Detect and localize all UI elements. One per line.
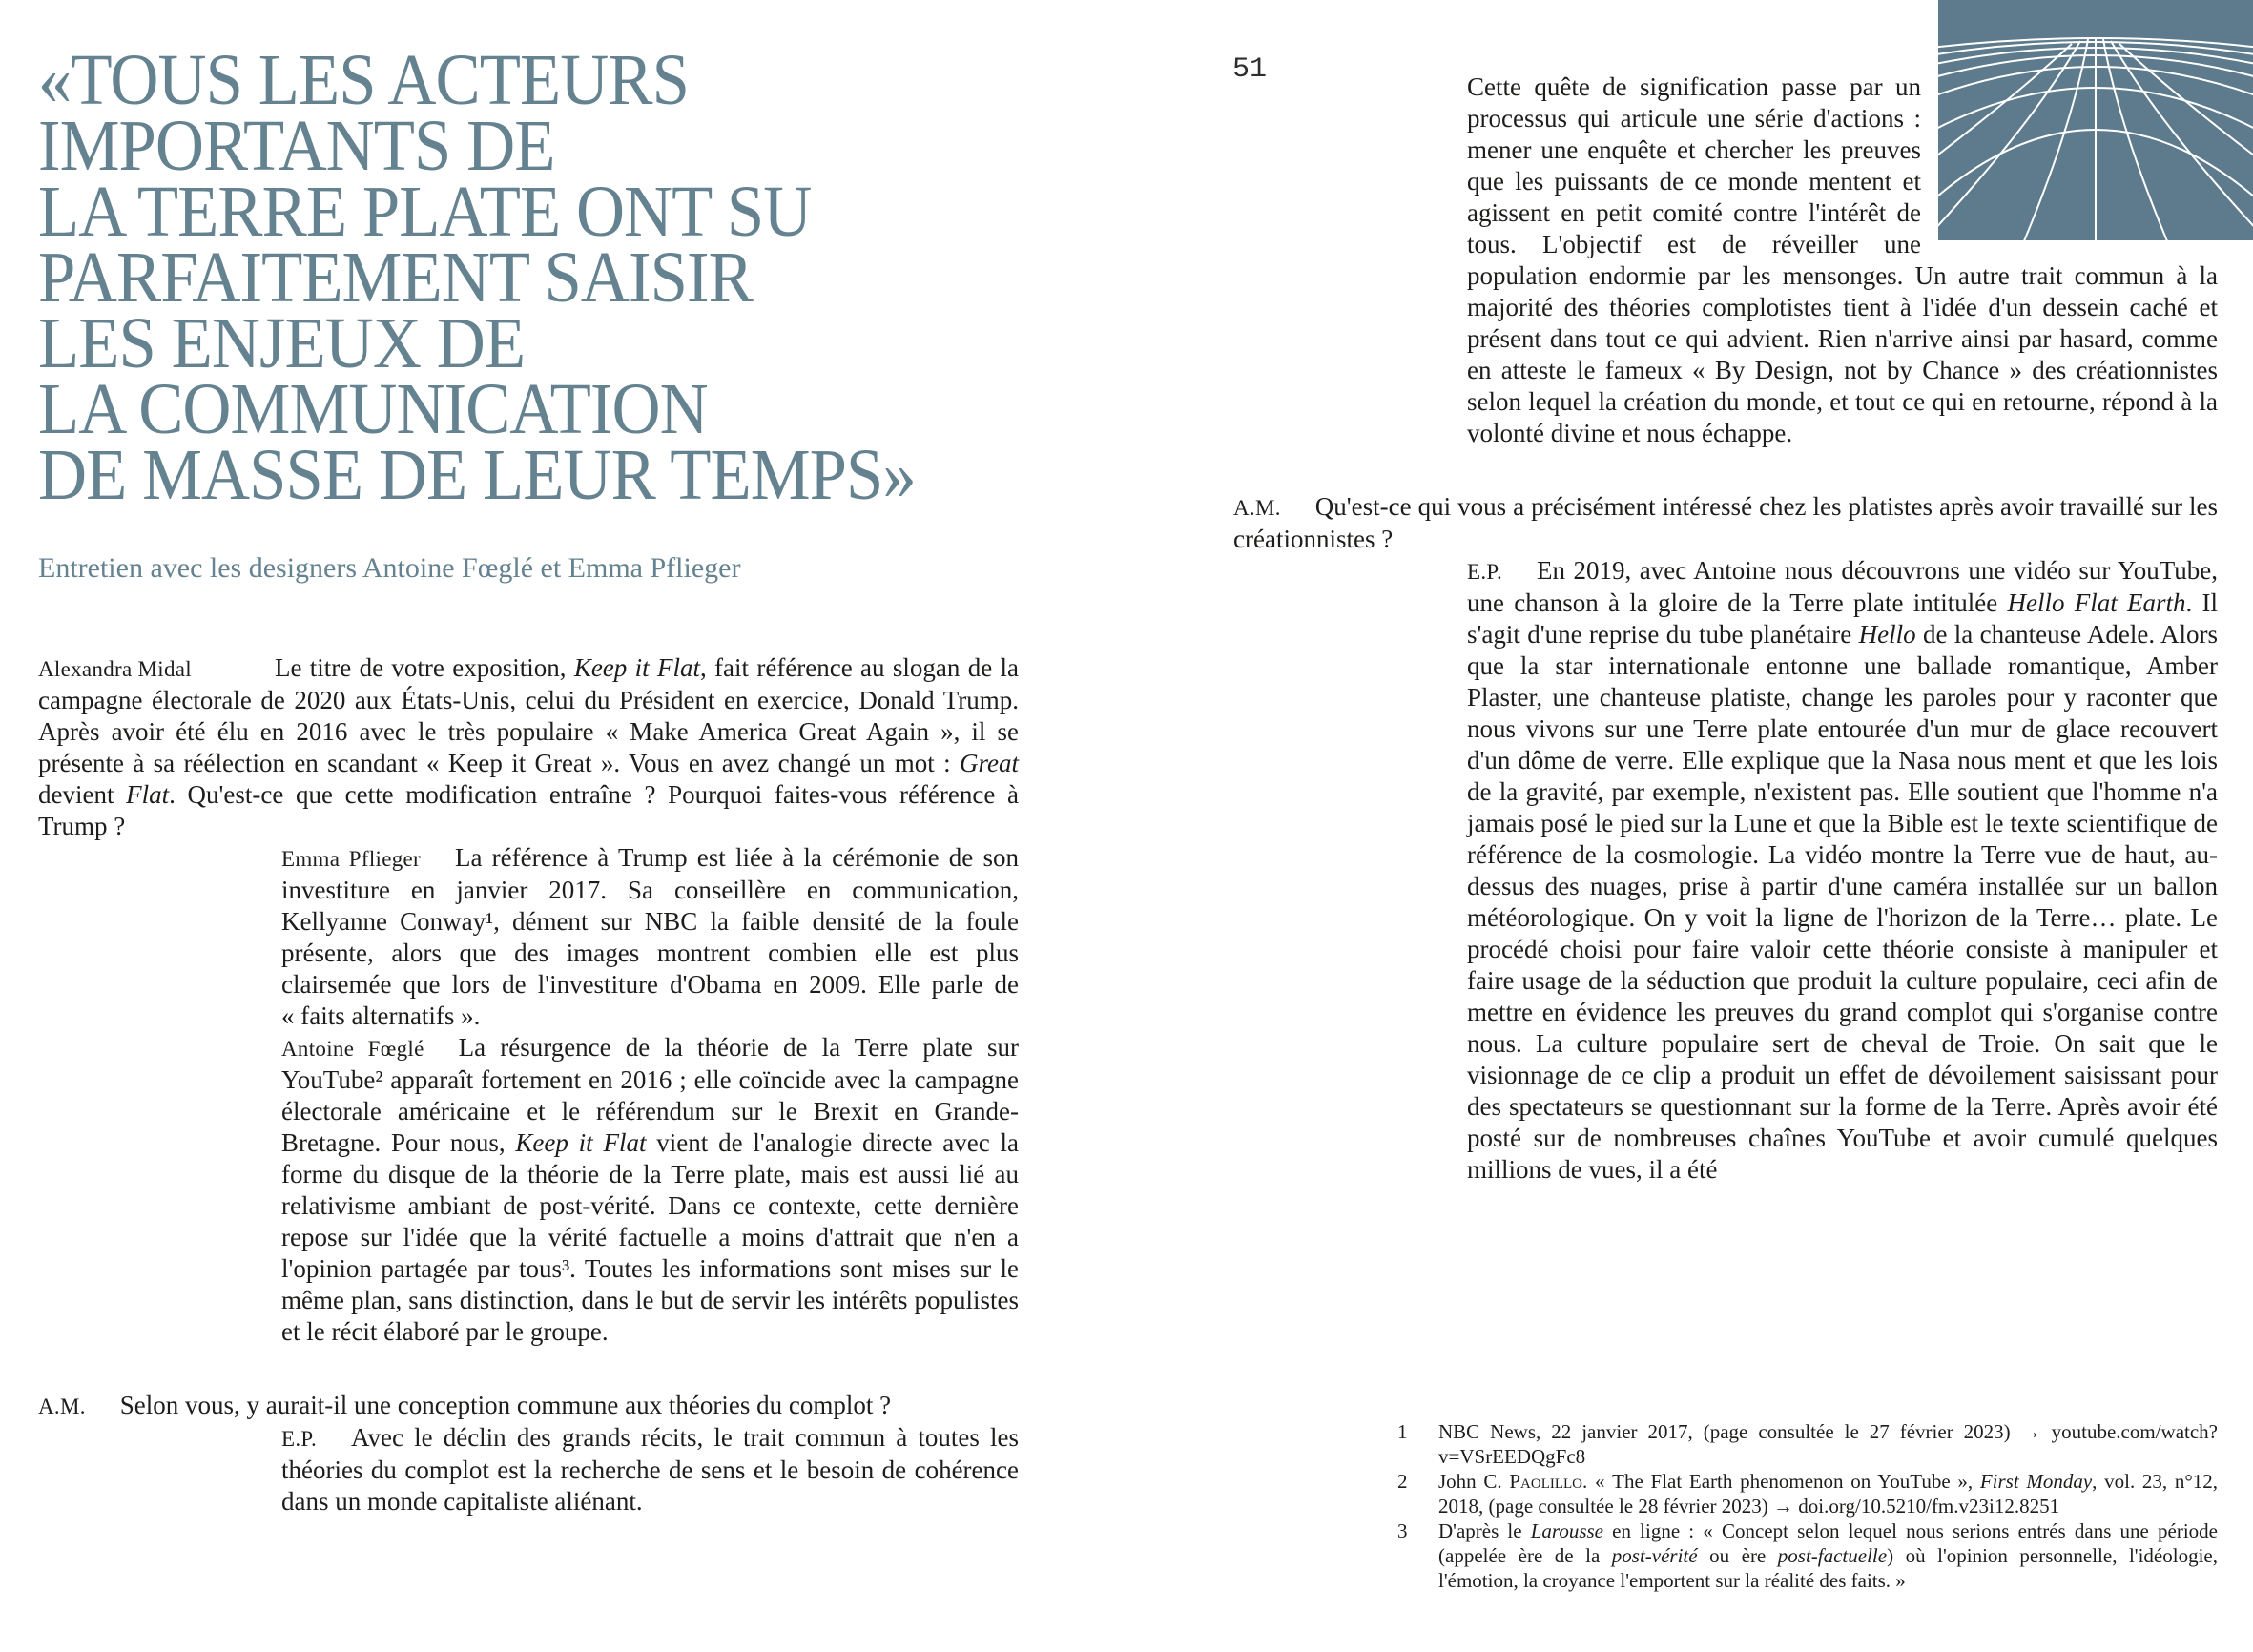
small-caps-text: Paolillo	[1509, 1470, 1583, 1493]
text-run: Le titre de votre exposition,	[275, 653, 574, 682]
headline-line: LA TERRE PLATE ONT SU	[38, 172, 812, 252]
speaker-label: Emma Pflieger	[281, 847, 421, 871]
footnote	[1397, 1419, 2218, 1469]
footnote-number: 1	[1397, 1420, 1408, 1443]
italic-text: First Monday	[1979, 1470, 2093, 1493]
paragraph-text	[281, 1033, 1019, 1346]
italic-text: Keep it Flat	[573, 653, 700, 682]
footnote-text	[1438, 1469, 2218, 1518]
headline-line: LA COMMUNICATION	[38, 369, 708, 449]
subtitle: Entretien avec les designers Antoine Fœglé et Emma Pflieger	[38, 552, 741, 584]
paragraph-text	[1233, 492, 2218, 553]
interview-paragraph	[38, 652, 1019, 842]
pull-quote-headline	[38, 40, 950, 515]
text-run: , fait référence au slogan de la campagne électorale de 2020 aux États-Unis, celui du Président en exercice, Donald Trump. Après avoir été élu en 2016 avec le très populaire « Make America Great Again », il se présente à sa réélection en scandant « Keep it Great ». Vous en avez changé un mot :	[38, 653, 1019, 777]
italic-text: Great	[960, 749, 1019, 777]
interview-paragraph	[1467, 555, 2218, 1186]
speaker-label: A.M.	[1233, 496, 1281, 520]
text-run: En 2019, avec Antoine nous découvrons une vidéo sur YouTube, une chanson à la gloire de la Terre plate intitulée	[1467, 556, 2218, 617]
text-run: ou ère	[1697, 1544, 1778, 1567]
headline-line: IMPORTANTS DE	[38, 106, 555, 186]
speaker-label: E.P.	[281, 1427, 317, 1451]
paragraph-text	[281, 1423, 1019, 1516]
interview-paragraph	[1233, 491, 2218, 555]
text-run: NBC News, 22 janvier 2017, (page consultée le 27 février 2023) → youtube.com/watch?v=VSrEEDQgFc8	[1438, 1420, 2218, 1468]
italic-text: Hello	[1858, 620, 1916, 649]
dome-grid-svg	[1938, 0, 2253, 240]
text-run: . Il s'agit d'une reprise du tube planétaire	[1467, 589, 2218, 649]
interview-paragraph	[281, 1032, 1019, 1348]
footnotes	[1397, 1419, 2218, 1593]
italic-text: Hello Flat Earth	[2007, 589, 2186, 617]
interview-paragraph	[281, 1422, 1019, 1518]
text-run: John C.	[1438, 1470, 1510, 1493]
footnote-text	[1438, 1419, 2218, 1469]
text-run: . « The Flat Earth phenomenon on YouTube »,	[1582, 1470, 1980, 1493]
text-run: de la chanteuse Adele. Alors que la star internationale entonne une ballade romantique, Amber Plaster, une chanteuse platiste, change les paroles pour y raconter que nous vivons sur une Terre plate entourée d'un mur de glace recouvert d'un dôme de verre. Elle explique que la Nasa nous ment et que les lois de la gravité, par exemple, n'existent pas. Elle soutient que l'homme n'a jamais posé le pied sur la Lune et que la Bible est le texte scientifique de référence de la cosmologie. La vidéo montre la Terre vue de haut, au-dessus des nuages, prise à partir d'une caméra installée sur un ballon météorologique. On y voit la ligne de l'horizon de la Terre… plate. Le procédé choisi pour faire valoir cette théorie consiste à manipuler et faire usage de la séduction que produit la culture populaire, ceci afin de mettre en évidence les preuves du grand complot qui s'organise contre nous. La culture populaire sert de cheval de Troie. On sait que le visionnage de ce clip a produit un effet de dévoilement saisissant pour des spectateurs se questionnant sur la forme de la Terre. Après avoir été posté sur de nombreuses chaînes YouTube et avoir cumulé quelques millions de vues, il a été	[1467, 620, 2218, 1184]
text-run: vient de l'analogie directe avec la forme du disque de la théorie de la Terre plate, mais est aussi lié au relativisme ambiant de post-vérité. Dans ce contexte, cette dernière repose sur l'idée que la vérité factuelle a moins d'attrait que n'en a l'opinion partagée par tous³. Toutes les informations sont mises sur le même plan, sans distinction, dans le but de servir les intérêts populistes et le récit élaboré par le groupe.	[281, 1128, 1019, 1346]
paragraph-text	[281, 843, 1019, 1030]
text-run: La référence à Trump est liée à la cérémonie de son investiture en janvier 2017. Sa conseillère en communication, Kellyanne Conway¹, dément sur NBC la faible densité de la foule présente, alors que des images montrent combien elle est plus clairsemée que lors de l'investiture d'Obama en 2009. Elle parle de « faits alternatifs ».	[281, 843, 1019, 1030]
paragraph-text	[120, 1391, 891, 1419]
speaker-label: A.M.	[38, 1394, 86, 1418]
page-number: 51	[1232, 53, 1268, 86]
footnote	[1397, 1518, 2218, 1593]
left-paragraphs	[38, 652, 1019, 1518]
speaker-label: E.P.	[1467, 560, 1502, 584]
headline-line: LES ENJEUX DE	[38, 303, 526, 383]
italic-text: post-vérité	[1611, 1544, 1698, 1567]
italic-text: Flat	[126, 780, 170, 809]
headline-line: «TOUS LES ACTEURS	[38, 40, 689, 120]
italic-text: Keep it Flat	[515, 1128, 647, 1157]
footnote	[1397, 1469, 2218, 1518]
footnote-number: 2	[1397, 1470, 1408, 1493]
right-column	[1233, 72, 2218, 1186]
text-run: La résurgence de la théorie de la Terre plate sur YouTube² apparaît fortement en 2016 ; elle coïncide avec la campagne électorale américaine et le référendum sur le Brexit en Grande-Bretagne. Pour nous,	[281, 1033, 1020, 1157]
interview-paragraph	[38, 1390, 1019, 1422]
text-run: , vol. 23, n°12, 2018, (page consultée le 28 février 2023) → doi.org/10.5210/fm.v23i12.8251	[1438, 1470, 2219, 1518]
text-run: . Qu'est-ce que cette modification entraîne ? Pourquoi faites-vous référence à Trump ?	[38, 780, 1019, 840]
text-run: ) où l'opinion personnelle, l'idéologie, l'émotion, la croyance l'emportent sur la réalité des faits. »	[1438, 1544, 2218, 1592]
paragraph-text	[1467, 556, 2218, 1184]
text-run: en ligne : « Concept selon lequel nous serions entrés dans une période (appelée ère de la	[1438, 1519, 2218, 1567]
footnote-text	[1438, 1518, 2218, 1593]
text-run: Cette quête de signification passe par un processus qui articule une série d'actions : mener une enquête et chercher les preuves que les puissants de ce monde mentent et agissent en petit comité contre l'intérêt de tous. L'objectif est de réveiller une population endormie par les mensonges. Un autre trait commun à la majorité des théories complotistes tient à l'idée d'un dessein caché et présent dans tout ce qui advient. Rien n'arrive ainsi par hasard, comme en atteste le fameux « By Design, not by Chance » des créationnistes selon lequel la création du monde, et tout ce qui en retourne, répond à la volonté divine et nous échappe.	[1467, 72, 2218, 447]
italic-text: Larousse	[1530, 1519, 1603, 1542]
text-run: Qu'est-ce qui vous a précisément intéressé chez les platistes après avoir travaillé sur les créationnistes ?	[1233, 492, 2218, 553]
text-run: Avec le déclin des grands récits, le trait commun à toutes les théories du complot est la recherche de sens et le besoin de cohérence dans un monde capitaliste aliénant.	[281, 1423, 1019, 1516]
speaker-label: Antoine Fœglé	[281, 1037, 424, 1061]
text-run: D'après le	[1438, 1519, 1531, 1542]
left-column	[38, 40, 1020, 1518]
text-run: devient	[38, 780, 127, 809]
interview-paragraph	[281, 842, 1019, 1032]
headline-line: PARFAITEMENT SAISIR	[38, 237, 753, 318]
speaker-label: Alexandra Midal	[38, 657, 192, 681]
text-run: Selon vous, y aurait-il une conception commune aux théories du complot ?	[119, 1391, 892, 1419]
flat-earth-dome-graphic	[1938, 0, 2253, 240]
headline-line: DE MASSE DE LEUR TEMPS»	[38, 435, 916, 515]
footnote-number: 3	[1397, 1519, 1408, 1542]
italic-text: post-factuelle	[1777, 1544, 1888, 1567]
